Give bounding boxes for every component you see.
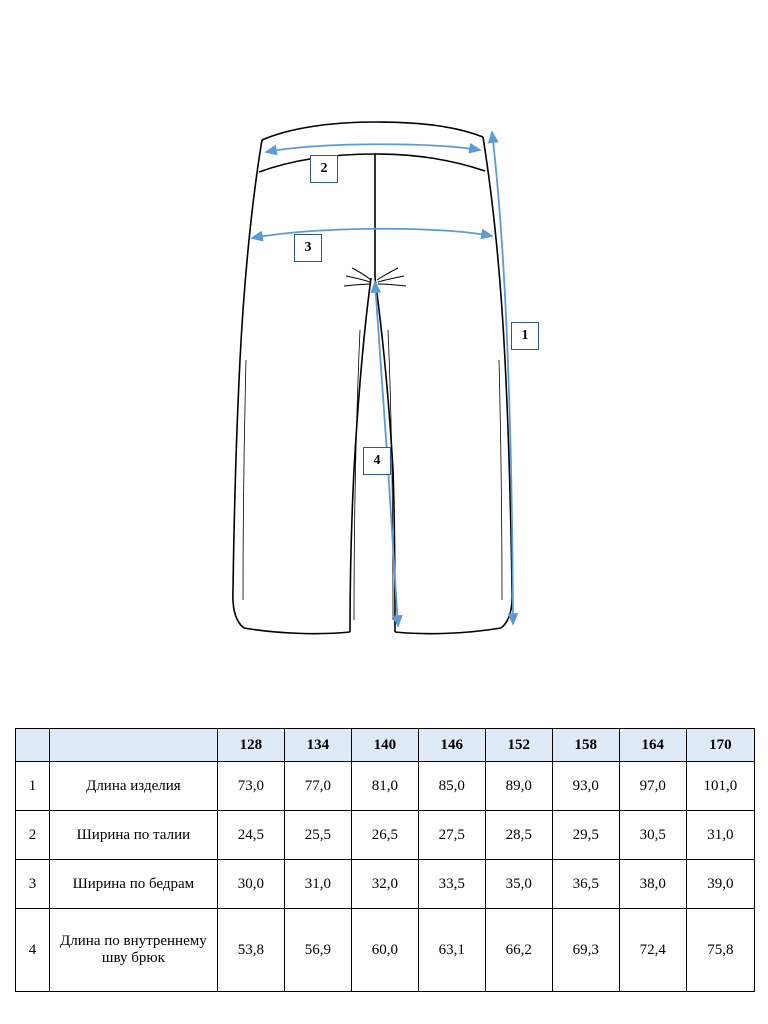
cell-value: 26,5 <box>351 811 418 860</box>
callout-marker-1: 1 <box>511 322 539 350</box>
cell-value: 35,0 <box>485 860 552 909</box>
cell-value: 63,1 <box>418 909 485 992</box>
table-row <box>16 811 755 860</box>
cell-value: 75,8 <box>686 909 754 992</box>
cell-value: 30,0 <box>217 860 284 909</box>
cell-value: 32,0 <box>351 860 418 909</box>
row-number: 3 <box>16 860 50 909</box>
header-cell-blank-num <box>16 729 50 762</box>
header-cell-size-140: 140 <box>351 729 418 762</box>
cell-value: 101,0 <box>686 762 754 811</box>
cell-value: 30,5 <box>619 811 686 860</box>
cell-value: 69,3 <box>552 909 619 992</box>
row-number: 2 <box>16 811 50 860</box>
row-number: 4 <box>16 909 50 992</box>
cell-value: 25,5 <box>284 811 351 860</box>
cell-value: 72,4 <box>619 909 686 992</box>
callout-marker-3: 3 <box>294 234 322 262</box>
cell-value: 85,0 <box>418 762 485 811</box>
header-cell-size-170: 170 <box>686 729 754 762</box>
cell-value: 31,0 <box>284 860 351 909</box>
cell-value: 56,9 <box>284 909 351 992</box>
cell-value: 24,5 <box>217 811 284 860</box>
row-label: Ширина по талии <box>49 811 217 860</box>
cell-value: 39,0 <box>686 860 754 909</box>
size-table <box>15 728 755 992</box>
cell-value: 81,0 <box>351 762 418 811</box>
cell-value: 66,2 <box>485 909 552 992</box>
header-cell-blank-label <box>49 729 217 762</box>
size-table-wrapper <box>15 728 755 992</box>
cell-value: 36,5 <box>552 860 619 909</box>
cell-value: 73,0 <box>217 762 284 811</box>
cell-value: 28,5 <box>485 811 552 860</box>
table-row <box>16 762 755 811</box>
cell-value: 38,0 <box>619 860 686 909</box>
cell-value: 27,5 <box>418 811 485 860</box>
cell-value: 93,0 <box>552 762 619 811</box>
table-row <box>16 860 755 909</box>
header-cell-size-152: 152 <box>485 729 552 762</box>
callout-marker-4: 4 <box>363 447 391 475</box>
header-cell-size-158: 158 <box>552 729 619 762</box>
cell-value: 31,0 <box>686 811 754 860</box>
cell-value: 89,0 <box>485 762 552 811</box>
header-cell-size-146: 146 <box>418 729 485 762</box>
row-label: Ширина по бедрам <box>49 860 217 909</box>
cell-value: 97,0 <box>619 762 686 811</box>
table-header-row <box>16 729 755 762</box>
header-cell-size-134: 134 <box>284 729 351 762</box>
cell-value: 33,5 <box>418 860 485 909</box>
row-label: Длина изделия <box>49 762 217 811</box>
measure-arrows <box>252 132 513 626</box>
row-label: Длина по внутреннему шву брюк <box>49 909 217 992</box>
cell-value: 29,5 <box>552 811 619 860</box>
header-cell-size-128: 128 <box>217 729 284 762</box>
cell-value: 53,8 <box>217 909 284 992</box>
trousers-outline <box>233 122 512 634</box>
header-cell-size-164: 164 <box>619 729 686 762</box>
row-number: 1 <box>16 762 50 811</box>
cell-value: 60,0 <box>351 909 418 992</box>
cell-value: 77,0 <box>284 762 351 811</box>
callout-marker-2: 2 <box>310 155 338 183</box>
table-row <box>16 909 755 992</box>
